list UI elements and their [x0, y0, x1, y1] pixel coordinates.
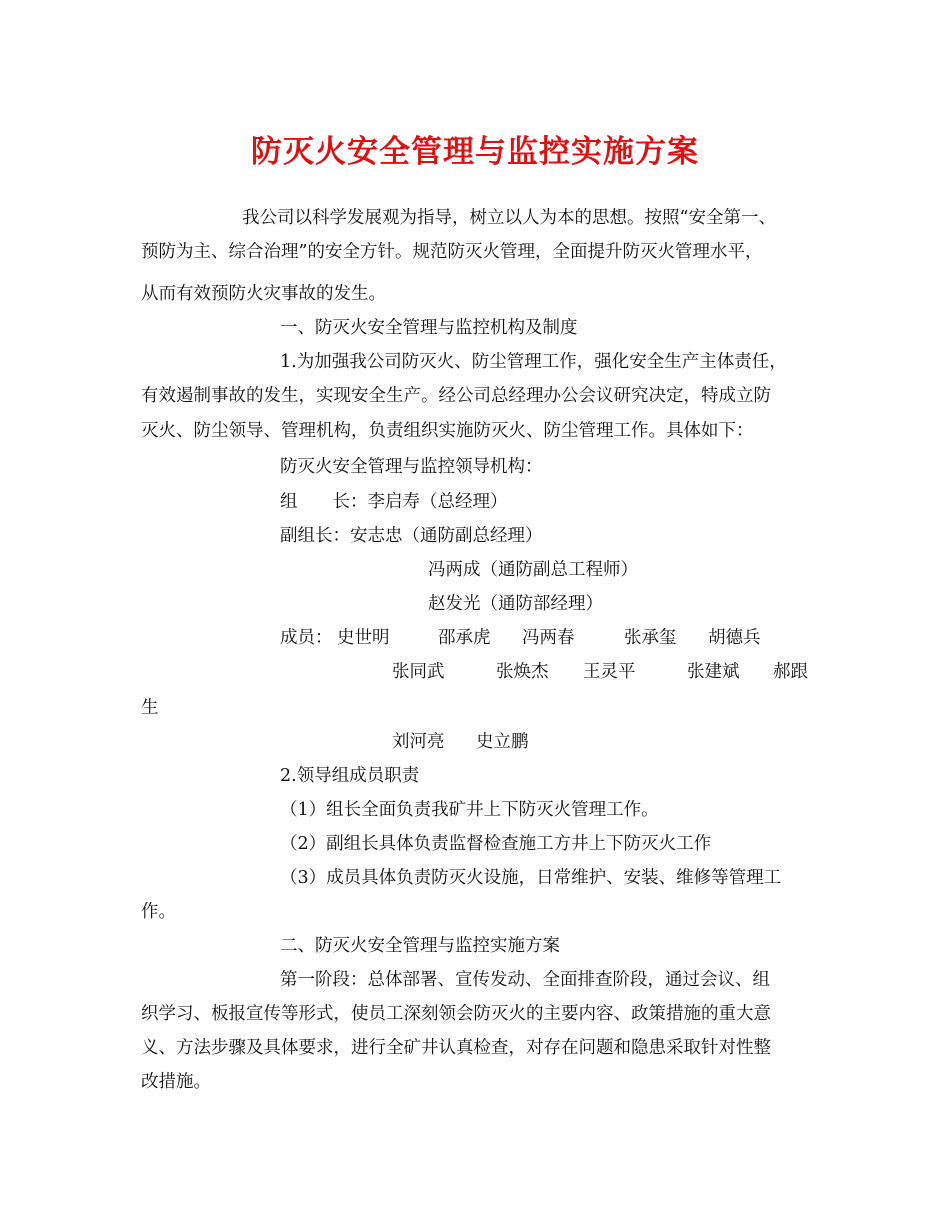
deputy-row [280, 524, 543, 548]
item-1-line-1: 1.为加强我公司防灭火、防尘管理工作，强化安全生产主体责任， [280, 352, 787, 372]
member-name: 史世明 [337, 628, 390, 648]
item-1-line-2: 有效遏制事故的发生，实现安全生产。经公司总经理办公会议研究决定，特成立防 [141, 386, 771, 406]
intro-line-3: 从而有效预防火灾事故的发生。 [141, 284, 386, 304]
member-name: 刘河亮 [392, 732, 445, 752]
deputy-value-3: 赵发光（通防部经理） [428, 594, 603, 614]
phase-1-line-2: 织学习、板报宣传等形式，使员工深刻领会防灭火的主要内容、政策措施的重大意 [141, 1004, 771, 1024]
document-title: 防灭火安全管理与监控实施方案 [251, 134, 699, 170]
org-label: 防灭火安全管理与监控领导机构： [280, 457, 543, 477]
member-name: 张建斌 [687, 662, 740, 682]
phase-1-line-4: 改措施。 [141, 1072, 211, 1092]
duty-1: （1）组长全面负责我矿井上下防灭火管理工作。 [280, 800, 659, 820]
phase-1-line-3: 义、方法步骤及具体要求，进行全矿井认真检查，对存在问题和隐患采取针对性整 [141, 1038, 771, 1058]
item-1-line-3: 灭火、防尘领导、管理机构，负责组织实施防灭火、防尘管理工作。具体如下： [141, 421, 754, 441]
member-name: 张焕杰 [496, 662, 549, 682]
member-name: 邵承虎 [438, 628, 491, 648]
intro-line-2: 预防为主、综合治理”的安全方针。规范防灭火管理，全面提升防灭火管理水平， [141, 242, 763, 262]
section-2-heading: 二、防灭火安全管理与监控实施方案 [280, 936, 560, 956]
members-label: 成员： [280, 628, 333, 648]
duty-2: （2）副组长具体负责监督检查施工方井上下防灭火工作 [280, 834, 712, 854]
leader-label: 组 长： [280, 492, 368, 512]
duty-3-line-1: （3）成员具体负责防灭火设施，日常维护、安装、维修等管理工 [280, 868, 782, 888]
member-name: 郝跟 [773, 662, 808, 682]
deputy-label: 副组长： [280, 526, 350, 546]
member-name-wrap: 生 [141, 698, 159, 718]
member-name: 史立鹏 [476, 732, 529, 752]
deputy-value-1: 安志忠（通防副总经理） [350, 526, 543, 546]
deputy-value-2: 冯两成（通防副总工程师） [428, 560, 638, 580]
leader-value: 李启寿（总经理） [367, 492, 508, 512]
leader-row [280, 490, 508, 514]
member-name: 冯两春 [522, 628, 575, 648]
member-name: 王灵平 [583, 662, 636, 682]
section-1-heading: 一、防灭火安全管理与监控机构及制度 [280, 318, 578, 338]
member-name: 张同武 [392, 662, 445, 682]
item-2-heading: 2.领导组成员职责 [280, 766, 420, 786]
intro-line-1: 我公司以科学发展观为指导，树立以人为本的思想。按照“安全第一、 [242, 208, 776, 228]
member-name: 张承玺 [624, 628, 677, 648]
phase-1-line-1: 第一阶段：总体部署、宣传发动、全面排查阶段，通过会议、组 [280, 970, 770, 990]
member-name: 胡德兵 [708, 628, 761, 648]
duty-3-line-2: 作。 [141, 902, 176, 922]
